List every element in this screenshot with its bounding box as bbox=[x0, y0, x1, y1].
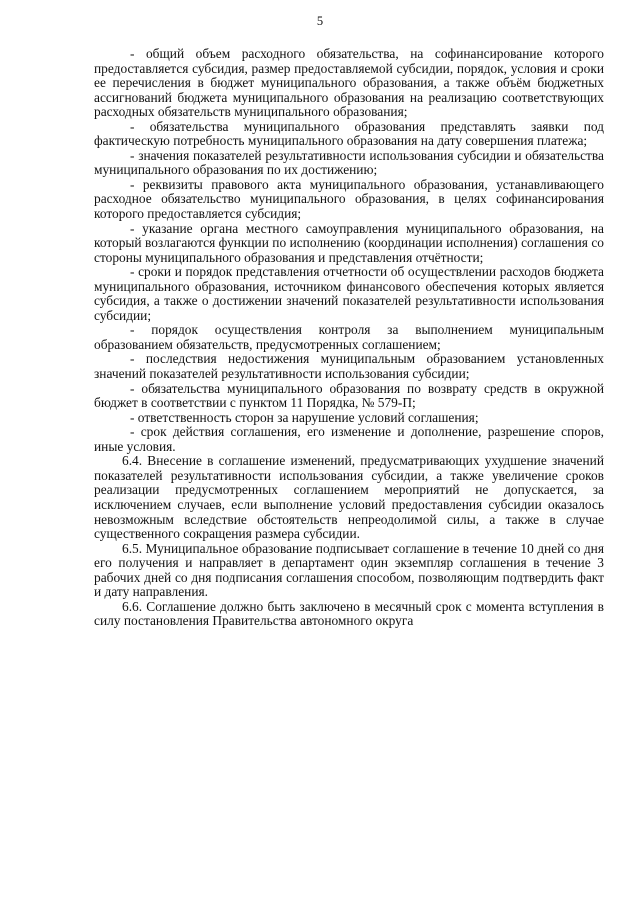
clause-6-4: 6.4. Внесение в соглашение изменений, предусматривающих ухудшение значений показателей результативности использования субсидии, а также увеличение сроков реализации предусмотренных соглашением мероприятий не допускается, за исключением случаев, если выполнение условий предоставления субсидии оказалось невозможным вследствие обстоятельств непреодолимой силы, а также в случае существенного сокращения размера субсидии. bbox=[94, 453, 604, 542]
list-item-liability: - ответственность сторон за нарушение условий соглашения; bbox=[130, 409, 479, 425]
page-number: 5 bbox=[316, 14, 324, 28]
document-body bbox=[94, 47, 604, 629]
clause-6-6: 6.6. Соглашение должно быть заключено в месячный срок с момента вступления в силу постановления Правительства автономного округа bbox=[94, 598, 604, 629]
list-item-refund-obligations: - обязательства муниципального образования по возврату средств в окружной бюджет в соответствии с пунктом 11 Порядка, № 579-П; bbox=[94, 380, 604, 411]
list-item-legal-act-details: - реквизиты правового акта муниципального образования, устанавливающего расходное обязательство муниципального образования, в целях софинансирования которого предоставляется субсидия; bbox=[94, 176, 604, 222]
list-item-non-achievement-consequences: - последствия недостижения муниципальным образованием установленных значений показателей результативности использования субсидии; bbox=[94, 351, 604, 382]
list-item-obligation-volume: - общий объем расходного обязательства, на софинансирование которого предоставляется субсидия, размер предоставляемой субсидии, порядок, условия и сроки ее перечисления в бюджет муниципального образования, а также объём бюджетных ассигнований бюджета муниципального образования на реализацию соответствующих расходных обязательств муниципального образования; bbox=[94, 46, 604, 120]
list-item-responsible-body: - указание органа местного самоуправления муниципального образования, на который возлагаются функции по исполнению (координации исполнения) соглашения со стороны муниципального образования и представления отчётности; bbox=[94, 220, 604, 265]
list-item-performance-indicators: - значения показателей результативности использования субсидии и обязательства муниципального образования по их достижению; bbox=[94, 147, 604, 178]
clause-6-5: 6.5. Муниципальное образование подписывает соглашение в течение 10 дней со дня его получения и направляет в департамент один экземпляр соглашения в течение 3 рабочих дней со дня подписания соглашения способом, позволяющим подтвердить факт и дату направления. bbox=[94, 540, 604, 600]
list-item-reporting: - сроки и порядок представления отчетности об осуществлении расходов бюджета муниципального образования, источником финансового обеспечения которых является субсидия, а также о достижении значений показателей результативности использования субсидии; bbox=[94, 264, 604, 323]
list-item-term-and-disputes: - срок действия соглашения, его изменение и дополнение, разрешение споров, иные условия. bbox=[94, 424, 604, 454]
list-item-control-procedure: - порядок осуществления контроля за выполнением муниципальным образованием обязательств, предусмотренных соглашением; bbox=[94, 322, 604, 352]
list-item-payment-requests: - обязательства муниципального образования представлять заявки под фактическую потребность муниципального образования на дату совершения платежа; bbox=[94, 118, 604, 149]
